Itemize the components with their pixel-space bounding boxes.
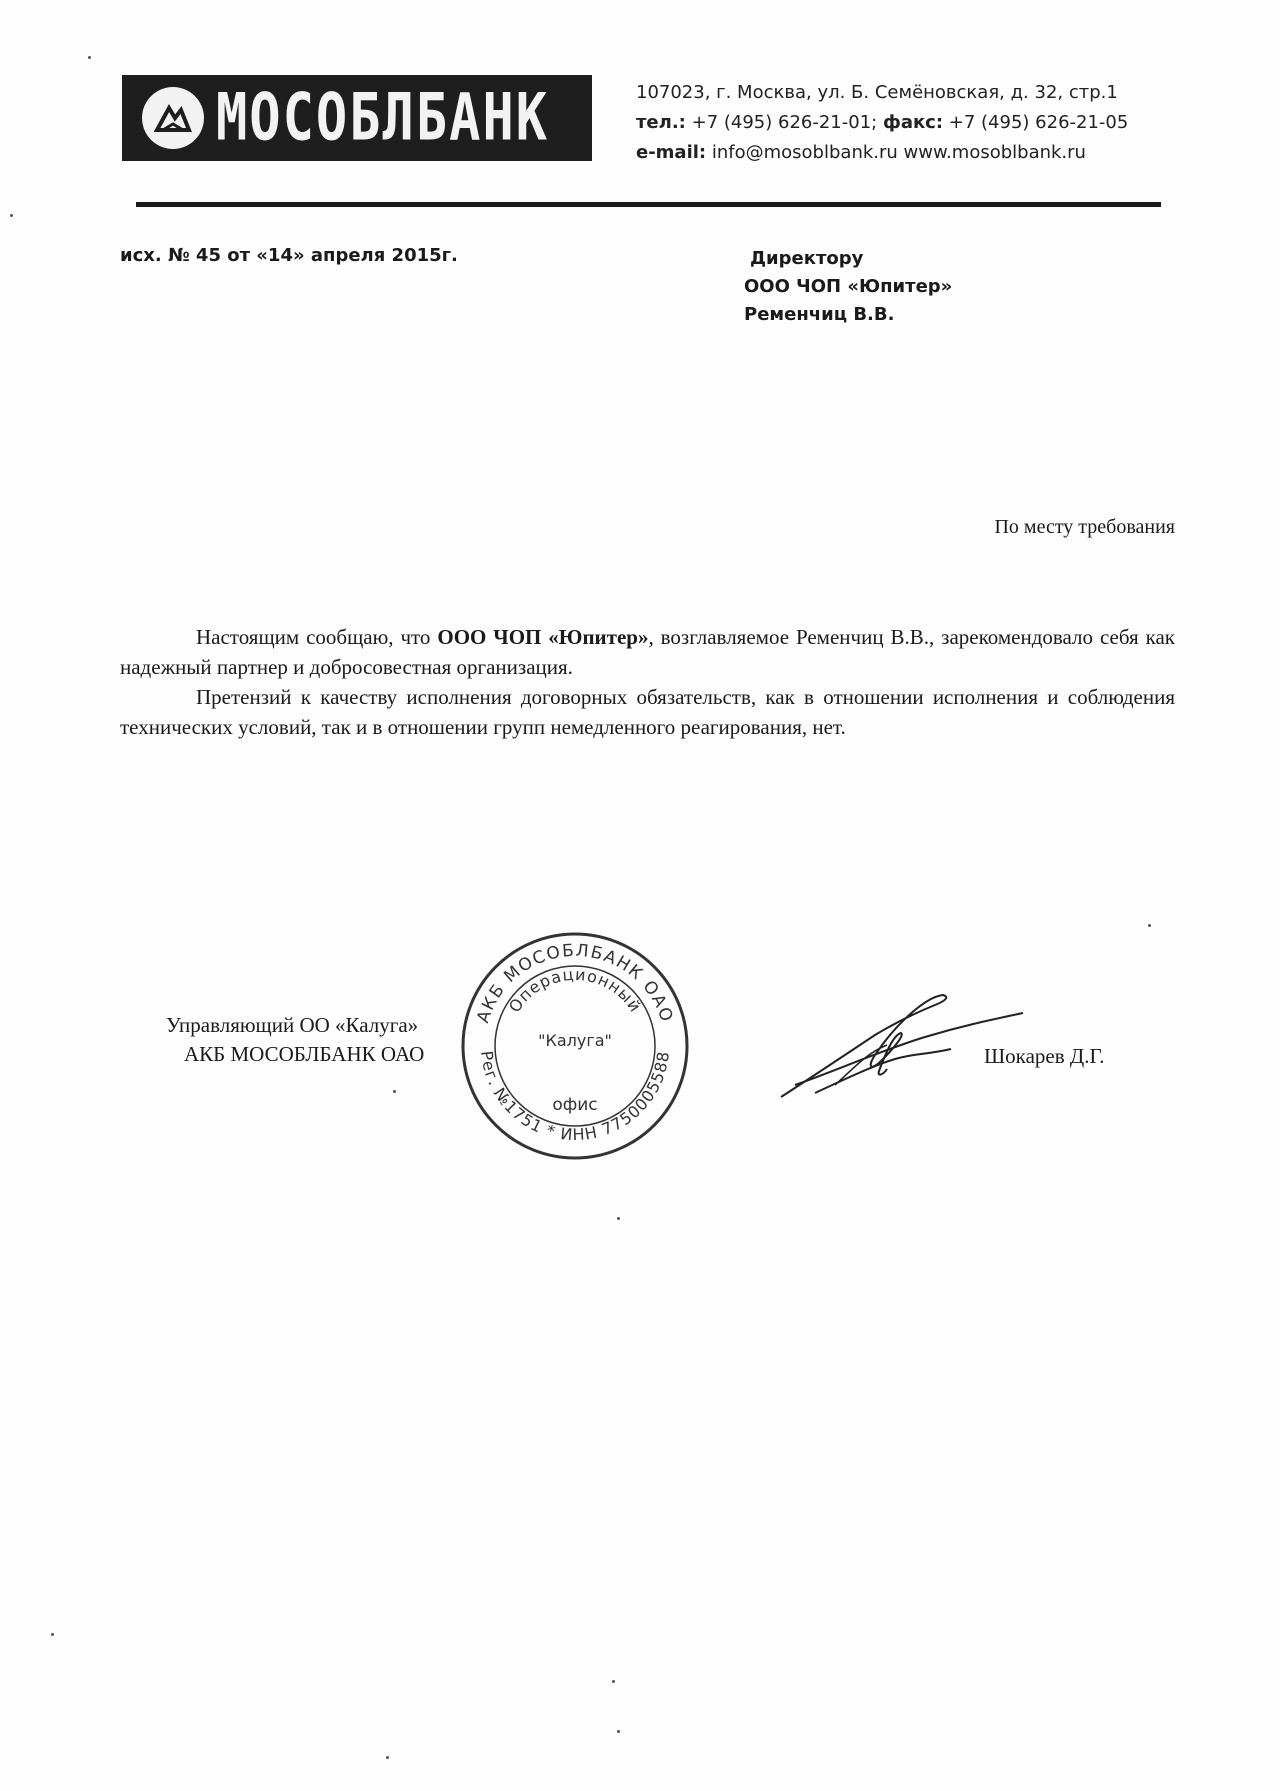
addressee-name: Ременчиц В.В. — [744, 304, 895, 325]
signatory-organization: АКБ МОСОБЛБАНК ОАО — [184, 1042, 425, 1066]
handwritten-signature — [775, 975, 1035, 1105]
scan-speck — [386, 1756, 389, 1759]
addressee-title: Директору — [750, 248, 864, 269]
bank-logo — [122, 75, 592, 161]
round-stamp — [457, 928, 693, 1164]
letter-body — [120, 622, 1175, 742]
scan-speck — [612, 1680, 615, 1683]
bank-phones — [636, 108, 1128, 138]
header-divider — [136, 202, 1161, 207]
bank-address: 107023, г. Москва, ул. Б. Семёновская, д. 32, стр.1 — [636, 82, 1118, 103]
scan-speck — [1148, 924, 1151, 927]
scan-speck — [617, 1217, 620, 1220]
bank-email-line — [636, 138, 1128, 168]
signatory-position: Управляющий ОО «Калуга» — [166, 1013, 419, 1037]
scan-speck — [88, 56, 91, 59]
addressee-company: ООО ЧОП «Юпитер» — [744, 276, 953, 297]
letterhead-contacts — [636, 78, 1128, 168]
body-paragraph-2: Претензий к качеству исполнения договорных обязательств, как в отношении исполнения и соблюдения технических условий, так и в отношении групп немедленного реагирования, нет. — [120, 685, 1175, 739]
fax-label: факс: — [882, 112, 944, 133]
fax-value: +7 (495) 626-21-05 — [948, 112, 1129, 133]
stamp-outer-bottom: Рег. №1751 * ИНН 7750005588 — [477, 1049, 673, 1145]
signatory-name: Шокарев Д.Г. — [984, 1044, 1105, 1068]
stamp-inner-top: Операционный — [504, 964, 646, 1016]
stamp-outer-top: АКБ МОСОБЛБАНК ОАО — [473, 940, 677, 1026]
p1-start: Настоящим сообщаю, что — [196, 625, 438, 649]
destination-note: По месту требования — [994, 516, 1175, 538]
addressee-block — [744, 245, 952, 329]
email-link[interactable]: info@mosoblbank.ru — [711, 142, 898, 163]
phone-value: +7 (495) 626-21-01; — [691, 112, 878, 133]
scan-speck — [51, 1633, 54, 1636]
signatory-title — [166, 1011, 424, 1069]
stamp-center: "Калуга" — [538, 1031, 612, 1050]
bank-logo-text: МОСОБЛБАНК — [216, 80, 550, 156]
bank-emblem-icon — [142, 87, 204, 149]
outgoing-reference: исх. № 45 от «14» апреля 2015г. — [120, 245, 458, 266]
scan-speck — [10, 214, 13, 217]
stamp-inner-bottom: офис — [552, 1095, 598, 1115]
email-label: e-mail: — [636, 142, 707, 163]
phone-label: тел.: — [636, 112, 686, 133]
p1-end: , возглавляемое Ременчиц В.В., зарекомендовало себя как надежный партнер и добросовестная организация. — [120, 625, 1176, 679]
website-link[interactable]: www.mosoblbank.ru — [903, 142, 1086, 163]
body-paragraph-1 — [120, 622, 1175, 682]
p1-company: ООО ЧОП «Юпитер» — [437, 625, 649, 649]
scan-speck — [617, 1730, 620, 1733]
scan-speck — [393, 1090, 396, 1093]
